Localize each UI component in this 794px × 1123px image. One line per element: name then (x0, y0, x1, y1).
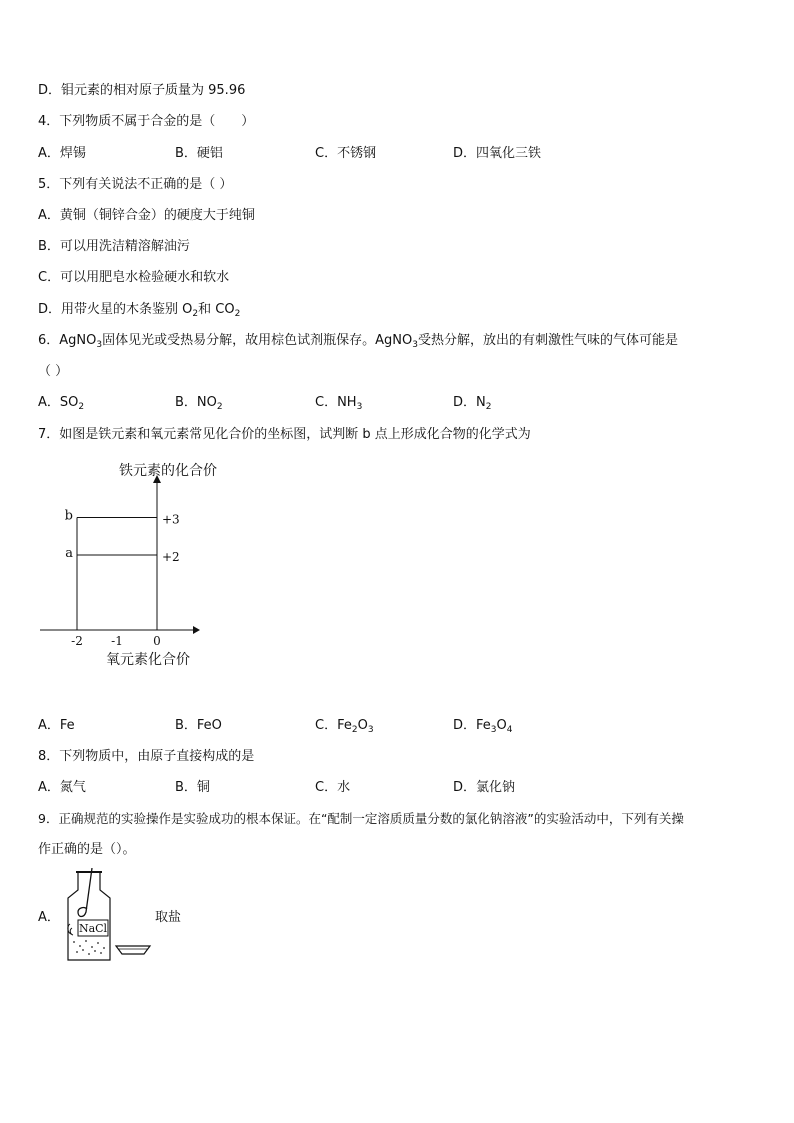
q6-stem-sub2: 3 (412, 340, 418, 350)
point-label: b (64, 508, 73, 524)
q7-option-c-sub1: 2 (351, 725, 358, 735)
q6-stem-part3: 受热分解，放出的有刺激性气味的气体可能是 (417, 333, 678, 348)
q4-stem: 4．下列物质不属于合金的是（ ） (38, 114, 255, 129)
q3-option-d: D．钼元素的相对原子质量为 95.96 (38, 83, 246, 98)
q5-option-d-prefix: D．用带火星的木条鉴别 O (38, 302, 193, 317)
q5-option-a: A．黄铜（铜锌合金）的硬度大于纯铜 (38, 208, 255, 223)
x-axis-title: 氧元素化合价 (106, 652, 190, 668)
y-tick-label: +2 (162, 550, 180, 564)
q7-option-b (175, 717, 222, 735)
q5-option-d (38, 301, 240, 323)
x-axis-arrow (193, 626, 200, 634)
q7-option-c-label: C．Fe (315, 718, 352, 733)
q7-option-d-sub1: 3 (490, 725, 497, 735)
q8-option-a: A．氮气 (38, 780, 86, 795)
q7-option-a (38, 717, 75, 735)
q5-option-d-sub2: 2 (234, 309, 241, 319)
q7-option-d-label: D．Fe (453, 718, 491, 733)
q4-option-c: C．不锈钢 (315, 146, 377, 161)
q6-stem (38, 332, 678, 354)
q8-stem: 8．下列物质中，由原子直接构成的是 (38, 749, 255, 764)
q6-option-a-label: A．SO (38, 395, 79, 410)
q7-option-c-sub2: 3 (367, 725, 374, 735)
q7-stem: 7．如图是铁元素和氧元素常见化合价的坐标图，试判断 b 点上形成化合物的化学式为 (38, 427, 531, 442)
q7-option-a-label: A．Fe (38, 718, 75, 733)
valence-chart (30, 455, 260, 685)
q5-stem: 5．下列有关说法不正确的是（ ） (38, 177, 233, 192)
bottle-label-text: NaCl (78, 922, 108, 935)
q6-option-d-sub: 2 (485, 402, 492, 412)
q8-option-d: D．氯化钠 (453, 780, 516, 795)
q6-option-d (453, 394, 491, 416)
x-tick-label: -1 (111, 634, 123, 648)
q8-option-c: C．水 (315, 780, 351, 795)
point-label: a (65, 546, 73, 561)
q6-stem-sub1: 3 (96, 340, 103, 350)
y-axis-title: 铁元素的化合价 (119, 463, 217, 479)
q5-option-b: B．可以用洗洁精溶解油污 (38, 239, 190, 254)
q4-option-b: B．硬铝 (175, 146, 223, 161)
q7-option-d-mid: O (496, 718, 507, 733)
q6-option-c (315, 394, 362, 416)
q7-option-c (315, 717, 374, 739)
q9-stem-line2: 作正确的是（）。 (38, 842, 136, 857)
q8-option-b: B．铜 (175, 780, 210, 795)
q7-option-b-label: B．FeO (175, 718, 222, 733)
y-tick-label: +3 (162, 512, 180, 527)
q6-option-c-label: C．NH (315, 395, 357, 410)
q4-option-d: D．四氧化三铁 (453, 146, 542, 161)
q9-stem-line1: 9．正确规范的实验操作是实验成功的根本保证。在“配制一定溶质质量分数的氯化钠溶液”的实验活动中，下列有关操 (38, 811, 684, 826)
x-tick-label: -2 (71, 634, 83, 648)
q6-option-a-sub: 2 (78, 402, 85, 412)
salt-powder (73, 940, 105, 955)
weighing-dish (116, 946, 150, 954)
q7-option-d-sub2: 4 (506, 725, 513, 735)
q5-option-d-mid: 和 CO (198, 302, 235, 317)
q6-option-b (175, 394, 223, 416)
q6-stem-part1: 6．AgNO (38, 333, 97, 348)
q4-option-a: A．焊锡 (38, 146, 86, 161)
q7-option-c-mid: O (357, 718, 368, 733)
q6-stem-cont: （ ） (38, 364, 69, 379)
x-tick-label: 0 (153, 634, 161, 648)
q6-stem-part2: 固体见光或受热易分解，故用棕色试剂瓶保存。AgNO (102, 333, 413, 348)
q5-option-c: C．可以用肥皂水检验硬水和软水 (38, 270, 230, 285)
q6-option-b-label: B．NO (175, 395, 217, 410)
q6-option-b-sub: 2 (216, 402, 223, 412)
q6-option-c-sub: 3 (356, 402, 363, 412)
q6-option-a (38, 394, 84, 416)
q9-option-a-caption: 取盐 (155, 910, 182, 925)
spoon (78, 868, 92, 917)
q7-option-d (453, 717, 512, 739)
q6-option-d-label: D．N (453, 395, 486, 410)
hand-icon (68, 924, 73, 935)
q9-option-a-label: A． (38, 910, 60, 925)
q5-option-d-sub1: 2 (192, 309, 199, 319)
nacl-bottle-illustration (64, 868, 164, 968)
